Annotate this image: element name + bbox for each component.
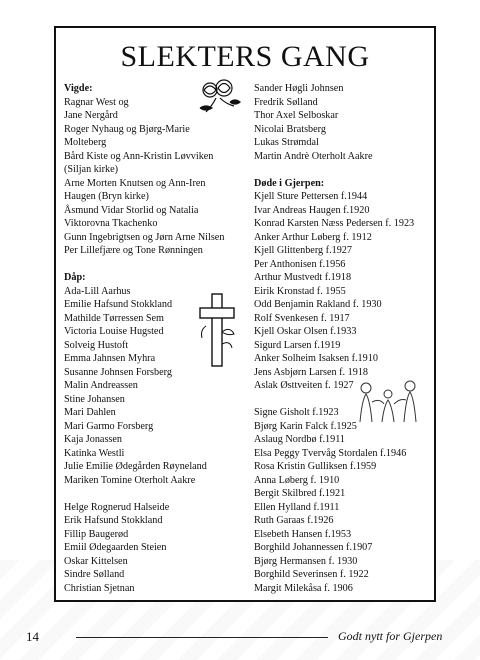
wedding-line: Bård Kiste og Ann-Kristin Løvviken: [64, 150, 214, 162]
death-line: Arthur Mustvedt f.1918: [254, 272, 352, 283]
page-footer: [0, 620, 480, 650]
wedding-line: Ragnar West og: [64, 96, 129, 108]
baptism-line: Martin Andrè Oterholt Aakre: [254, 150, 373, 162]
wedding-line: Jane Nergård: [64, 110, 118, 121]
baptism-line: Sindre Sølland: [64, 569, 125, 580]
death-line: Elsebeth Hansen f.1953: [254, 528, 352, 540]
baptism-line: Malin Andreassen: [64, 380, 138, 391]
page-number: 14: [26, 629, 39, 644]
baptism-line: Stine Johansen: [64, 393, 125, 405]
footer-rule: [76, 637, 328, 638]
content-frame: [54, 26, 436, 602]
death-line: Kjell Glittenberg f.1927: [254, 245, 352, 256]
death-line: Konrad Karsten Næss Pedersen f. 1923: [254, 218, 415, 229]
wedding-line: Per Lillefjære og Tone Rønningen: [64, 245, 203, 256]
right-column: [254, 82, 434, 595]
baptism-line: Victoria Louise Hugsted: [64, 326, 164, 337]
page-title: SLEKTERS GANG: [120, 40, 370, 73]
baptism-line: Erik Hafsund Stokkland: [64, 515, 163, 526]
wedding-line: Åsmund Vidar Storlid og Natalia: [64, 204, 199, 216]
baptism-line: Fillip Baugerød: [64, 528, 129, 540]
death-line: Elsa Peggy Tvervåg Stordalen f.1946: [254, 447, 407, 459]
death-line: Bjørg Karin Falck f.1925: [254, 420, 357, 432]
baptism-line: Emma Jahnsen Myhra: [64, 353, 156, 364]
death-line: Bjørg Hermansen f. 1930: [254, 555, 358, 567]
baptism-line: Emiil Ødegaarden Steien: [64, 542, 167, 553]
death-line: Kjell Sture Pettersen f.1944: [254, 191, 368, 202]
baptism-line: Kaja Jonassen: [64, 434, 122, 445]
magazine-name: Godt nytt for Gjerpen: [338, 629, 443, 643]
baptism-line: Mari Garmo Forsberg: [64, 420, 154, 432]
death-line: Anna Løberg f. 1910: [254, 474, 340, 486]
baptism-line: Solveig Hustoft: [64, 339, 129, 351]
wedding-line: Viktorovna Tkachenko: [64, 218, 158, 229]
baptism-line: Mariken Tomine Oterholt Aakre: [64, 474, 196, 486]
baptisms-heading: Dåp:: [64, 272, 86, 283]
death-line: Eirik Kronstad f. 1955: [254, 285, 346, 297]
baptism-line: Thor Axel Selboskar: [254, 110, 339, 121]
death-line: Bergit Skilbred f.1921: [254, 488, 346, 499]
death-line: Anker Arthur Løberg f. 1912: [254, 231, 372, 243]
baptism-line: Helge Rognerud Halseide: [64, 501, 170, 513]
baptism-line: Sander Høgli Johnsen: [254, 83, 344, 94]
baptism-line: Ada-Lill Aarhus: [64, 285, 131, 297]
wedding-line: (Siljan kirke): [64, 164, 119, 175]
baptism-line: Christian Sjetnan: [64, 582, 135, 594]
death-line: Ruth Garaas f.1926: [254, 515, 334, 526]
baptism-line: Nicolai Bratsberg: [254, 123, 326, 135]
death-line: Jens Asbjørn Larsen f. 1918: [254, 366, 369, 378]
death-line: Borghild Johannessen f.1907: [254, 542, 373, 553]
wedding-line: Molteberg: [64, 137, 107, 148]
baptism-line: Oskar Kittelsen: [64, 555, 128, 567]
baptism-line: Lukas Strømdal: [254, 137, 319, 148]
wedding-line: Haugen (Bryn kirke): [64, 191, 149, 202]
death-line: Per Anthonisen f.1956: [254, 258, 346, 270]
baptism-line: Julie Emilie Ødegården Røyneland: [64, 461, 207, 472]
death-line: Aslaug Nordbø f.1911: [254, 434, 346, 445]
death-line: Odd Benjamin Rakland f. 1930: [254, 299, 382, 310]
baptism-line: Emilie Hafsund Stokkland: [64, 299, 173, 310]
death-line: Borghild Severinsen f. 1922: [254, 569, 369, 580]
baptism-line: Mari Dahlen: [64, 407, 116, 418]
death-line: Rosa Kristin Gulliksen f.1959: [254, 461, 377, 472]
death-line: Ivar Andreas Haugen f.1920: [254, 204, 370, 216]
deaths-heading: Døde i Gjerpen:: [254, 177, 325, 189]
baptism-line: Katinka Westli: [64, 447, 125, 459]
left-column: [64, 82, 264, 595]
baptism-line: Fredrik Sølland: [254, 96, 318, 108]
wedding-line: Roger Nyhaug og Bjørg-Marie: [64, 123, 190, 135]
death-line: Sigurd Larsen f.1919: [254, 339, 341, 351]
weddings-heading: Vigde:: [64, 83, 93, 94]
death-line: Ellen Hylland f.1911: [254, 501, 340, 513]
death-line: Signe Gisholt f.1923: [254, 407, 339, 418]
wedding-line: Arne Morten Knutsen og Ann-Iren: [64, 177, 206, 189]
wedding-line: Gunn Ingebrigtsen og Jørn Arne Nilsen: [64, 231, 225, 243]
death-line: Aslak Østtveiten f. 1927: [254, 380, 354, 391]
death-line: Kjell Oskar Olsen f.1933: [254, 326, 357, 337]
death-line: Margit Milekåsa f. 1906: [254, 582, 353, 594]
death-line: Anker Solheim Isaksen f.1910: [254, 353, 378, 364]
baptism-line: Mathilde Tørressen Sem: [64, 312, 164, 324]
death-line: Rolf Svenkesen f. 1917: [254, 312, 350, 324]
baptism-line: Susanne Johnsen Forsberg: [64, 366, 172, 378]
